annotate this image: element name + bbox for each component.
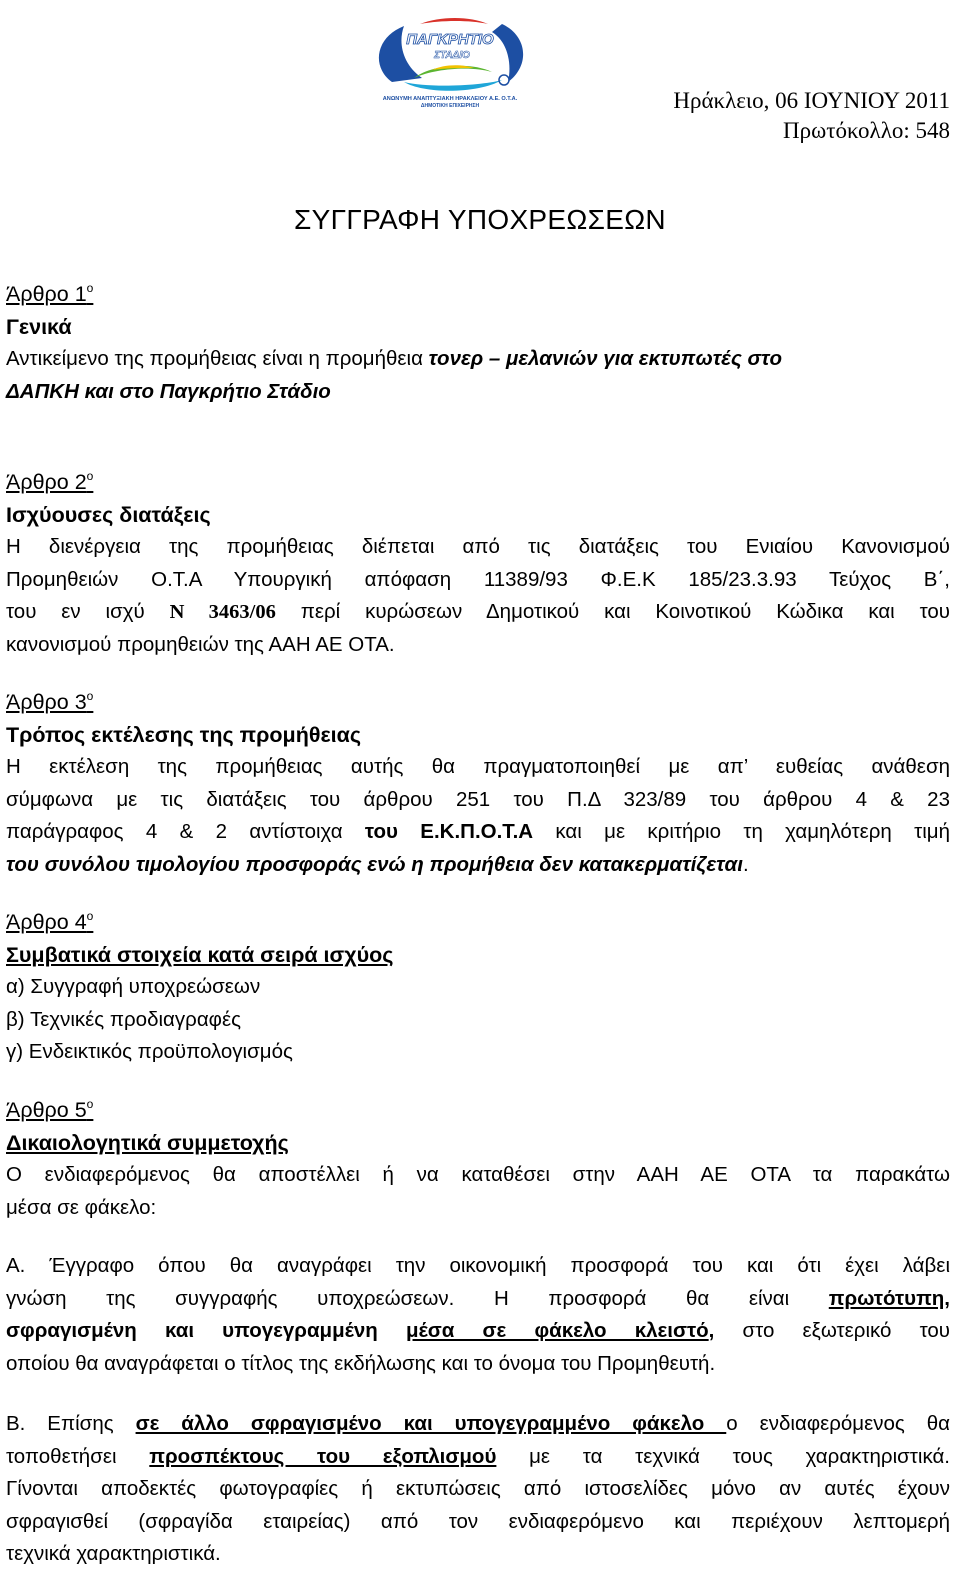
article-3-line-4: του συνόλου τιμολογίου προσφοράς ενώ η προμήθεια δεν κατακερματίζεται. [6,852,749,876]
article-2-line-2: Προμηθειών Ο.Τ.Α Υπουργική απόφαση 11389/93 Φ.Ε.Κ 185/23.3.93 Τεύχος Β΄, [6,567,950,591]
article-2-line-4: κανονισμού προμηθειών της ΑΑΗ ΑΕ ΟΤΑ. [6,632,395,656]
paragraph-b-line-1: Β. Επίσης σε άλλο σφραγισμένο και υπογεγραμμένο φάκελο ο ενδιαφερόμενος θα [6,1412,950,1435]
article-3 [6,686,950,881]
article-2-line-3: του εν ισχύ Ν 3463/06 περί κυρώσεων Δημοτικού και Κοινοτικού Κώδικα και του [6,600,951,623]
article-3-heading: Τρόπος εκτέλεσης της προμήθειας [6,722,362,747]
paragraph-a-line-4: οποίου θα αναγράφεται ο τίτλος της εκδήλωσης και το όνομα του Προμηθευτή. [6,1351,716,1375]
logo-seal-icon [499,75,509,85]
article-5-heading: Δικαιολογητικά συμμετοχής [6,1130,289,1155]
paragraph-b-line-2: τοποθετήσει προσπέκτους του εξοπλισμού με τα τεχνικά τους χαρακτηριστικά. [6,1444,950,1468]
article-3-line-2: σύμφωνα με τις διατάξεις του άρθρου 251 του Π.Δ 323/89 του άρθρου 4 & 23 [6,787,950,811]
logo-org-line1: ΑΝΩΝΥΜΗ ΑΝΑΠΤΥΞΙΑΚΗ ΗΡΑΚΛΕΙΟΥ Α.Ε. Ο.Τ.Α. [382,96,518,102]
logo-org-line2: ΔΗΜΟΤΙΚΗ ΕΠΙΧΕΙΡΗΣΗ [420,103,480,109]
article-5 [6,1094,950,1224]
paragraph-a-line-1: Α. Έγγραφο όπου θα αναγράφει την οικονομική προσφορά του και ότι έχει λάβει [6,1254,950,1277]
document-date: Ηράκλειο, 06 ΙΟΥΝΙΟΥ 2011 [673,88,950,113]
pagkritio-stadio-logo [352,8,548,110]
article-4 [6,906,950,1069]
article-3-line-3: παράγραφος 4 & 2 αντίστοιχα του Ε.Κ.Π.Ο.Τ.Α και με κριτήριο τη χαμηλότερη τιμή [6,820,950,843]
article-5-paragraph-b [6,1408,950,1571]
article-4-item: γ) Ενδεικτικός προϋπολογισμός [6,1040,293,1063]
document-title: ΣΥΓΓΡΑΦΗ ΥΠΟΧΡΕΩΣΕΩΝ [294,204,666,235]
article-1-label: Άρθρο $1^o$ [6,281,94,306]
protocol-number: Πρωτόκολλο: 548 [783,118,950,143]
paragraph-a-line-3: σφραγισμένη και υπογεγραμμένη μέσα σε φάκελο κλειστό, στο εξωτερικό του [6,1319,950,1342]
article-5-intro-1: Ο ενδιαφερόμενος θα αποστέλλει ή να καταθέσει στην ΑΑΗ ΑΕ ΟΤΑ τα παρακάτω [6,1163,950,1186]
article-4-item: α) Συγγραφή υποχρεώσεων [6,975,261,998]
logo-title-line2: ΣΤΑΔΙΟ [434,50,470,61]
logo-graphic [352,8,548,110]
article-4-label: Άρθρο $4^o$ [6,909,94,934]
document-header [673,86,950,146]
article-1-text-cont: ΔΑΠΚΗ και στο Παγκρήτιο Στάδιο [6,379,331,403]
article-1-text: Αντικείμενο της προμήθειας είναι η προμήθεια τονερ – μελανιών για εκτυπωτές στο [6,347,782,370]
article-1-heading: Γενικά [6,314,72,339]
paragraph-b-line-3: Γίνονται αποδεκτές φωτογραφίες ή εκτυπώσεις από ιστοσελίδες μόνο αν αυτές έχουν [6,1477,950,1500]
logo-title-line1: ΠΑΓΚΡΗΤΙΟ [406,31,494,48]
article-4-heading: Συμβατικά στοιχεία κατά σειρά ισχύος [6,942,394,967]
article-2-line-1: Η διενέργεια της προμήθειας διέπεται από τις διατάξεις του Ενιαίου Κανονισμού [6,535,950,558]
paragraph-b-line-5: τεχνικά χαρακτηριστικά. [6,1542,221,1565]
article-4-item: β) Τεχνικές προδιαγραφές [6,1007,241,1031]
article-1 [6,278,950,408]
article-2-heading: Ισχύουσες διατάξεις [6,502,211,527]
article-3-line-1: Η εκτέλεση της προμήθειας αυτής θα πραγματοποιηθεί με απ’ ευθείας ανάθεση [6,755,950,778]
article-5-intro-2: μέσα σε φάκελο: [6,1195,157,1219]
article-5-paragraph-a [6,1250,950,1380]
paragraph-b-line-4: σφραγισθεί (σφραγίδα εταιρείας) από τον ενδιαφερόμενο και περιέχουν λεπτομερή [6,1509,950,1533]
article-3-label: Άρθρο $3^o$ [6,689,94,714]
article-5-label: Άρθρο $5^o$ [6,1097,94,1122]
article-2-label: Άρθρο $2^o$ [6,469,94,494]
article-2 [6,466,950,661]
paragraph-a-line-2: γνώση της συγγραφής υποχρεώσεων. Η προσφορά θα είναι πρωτότυπη, [6,1286,950,1310]
